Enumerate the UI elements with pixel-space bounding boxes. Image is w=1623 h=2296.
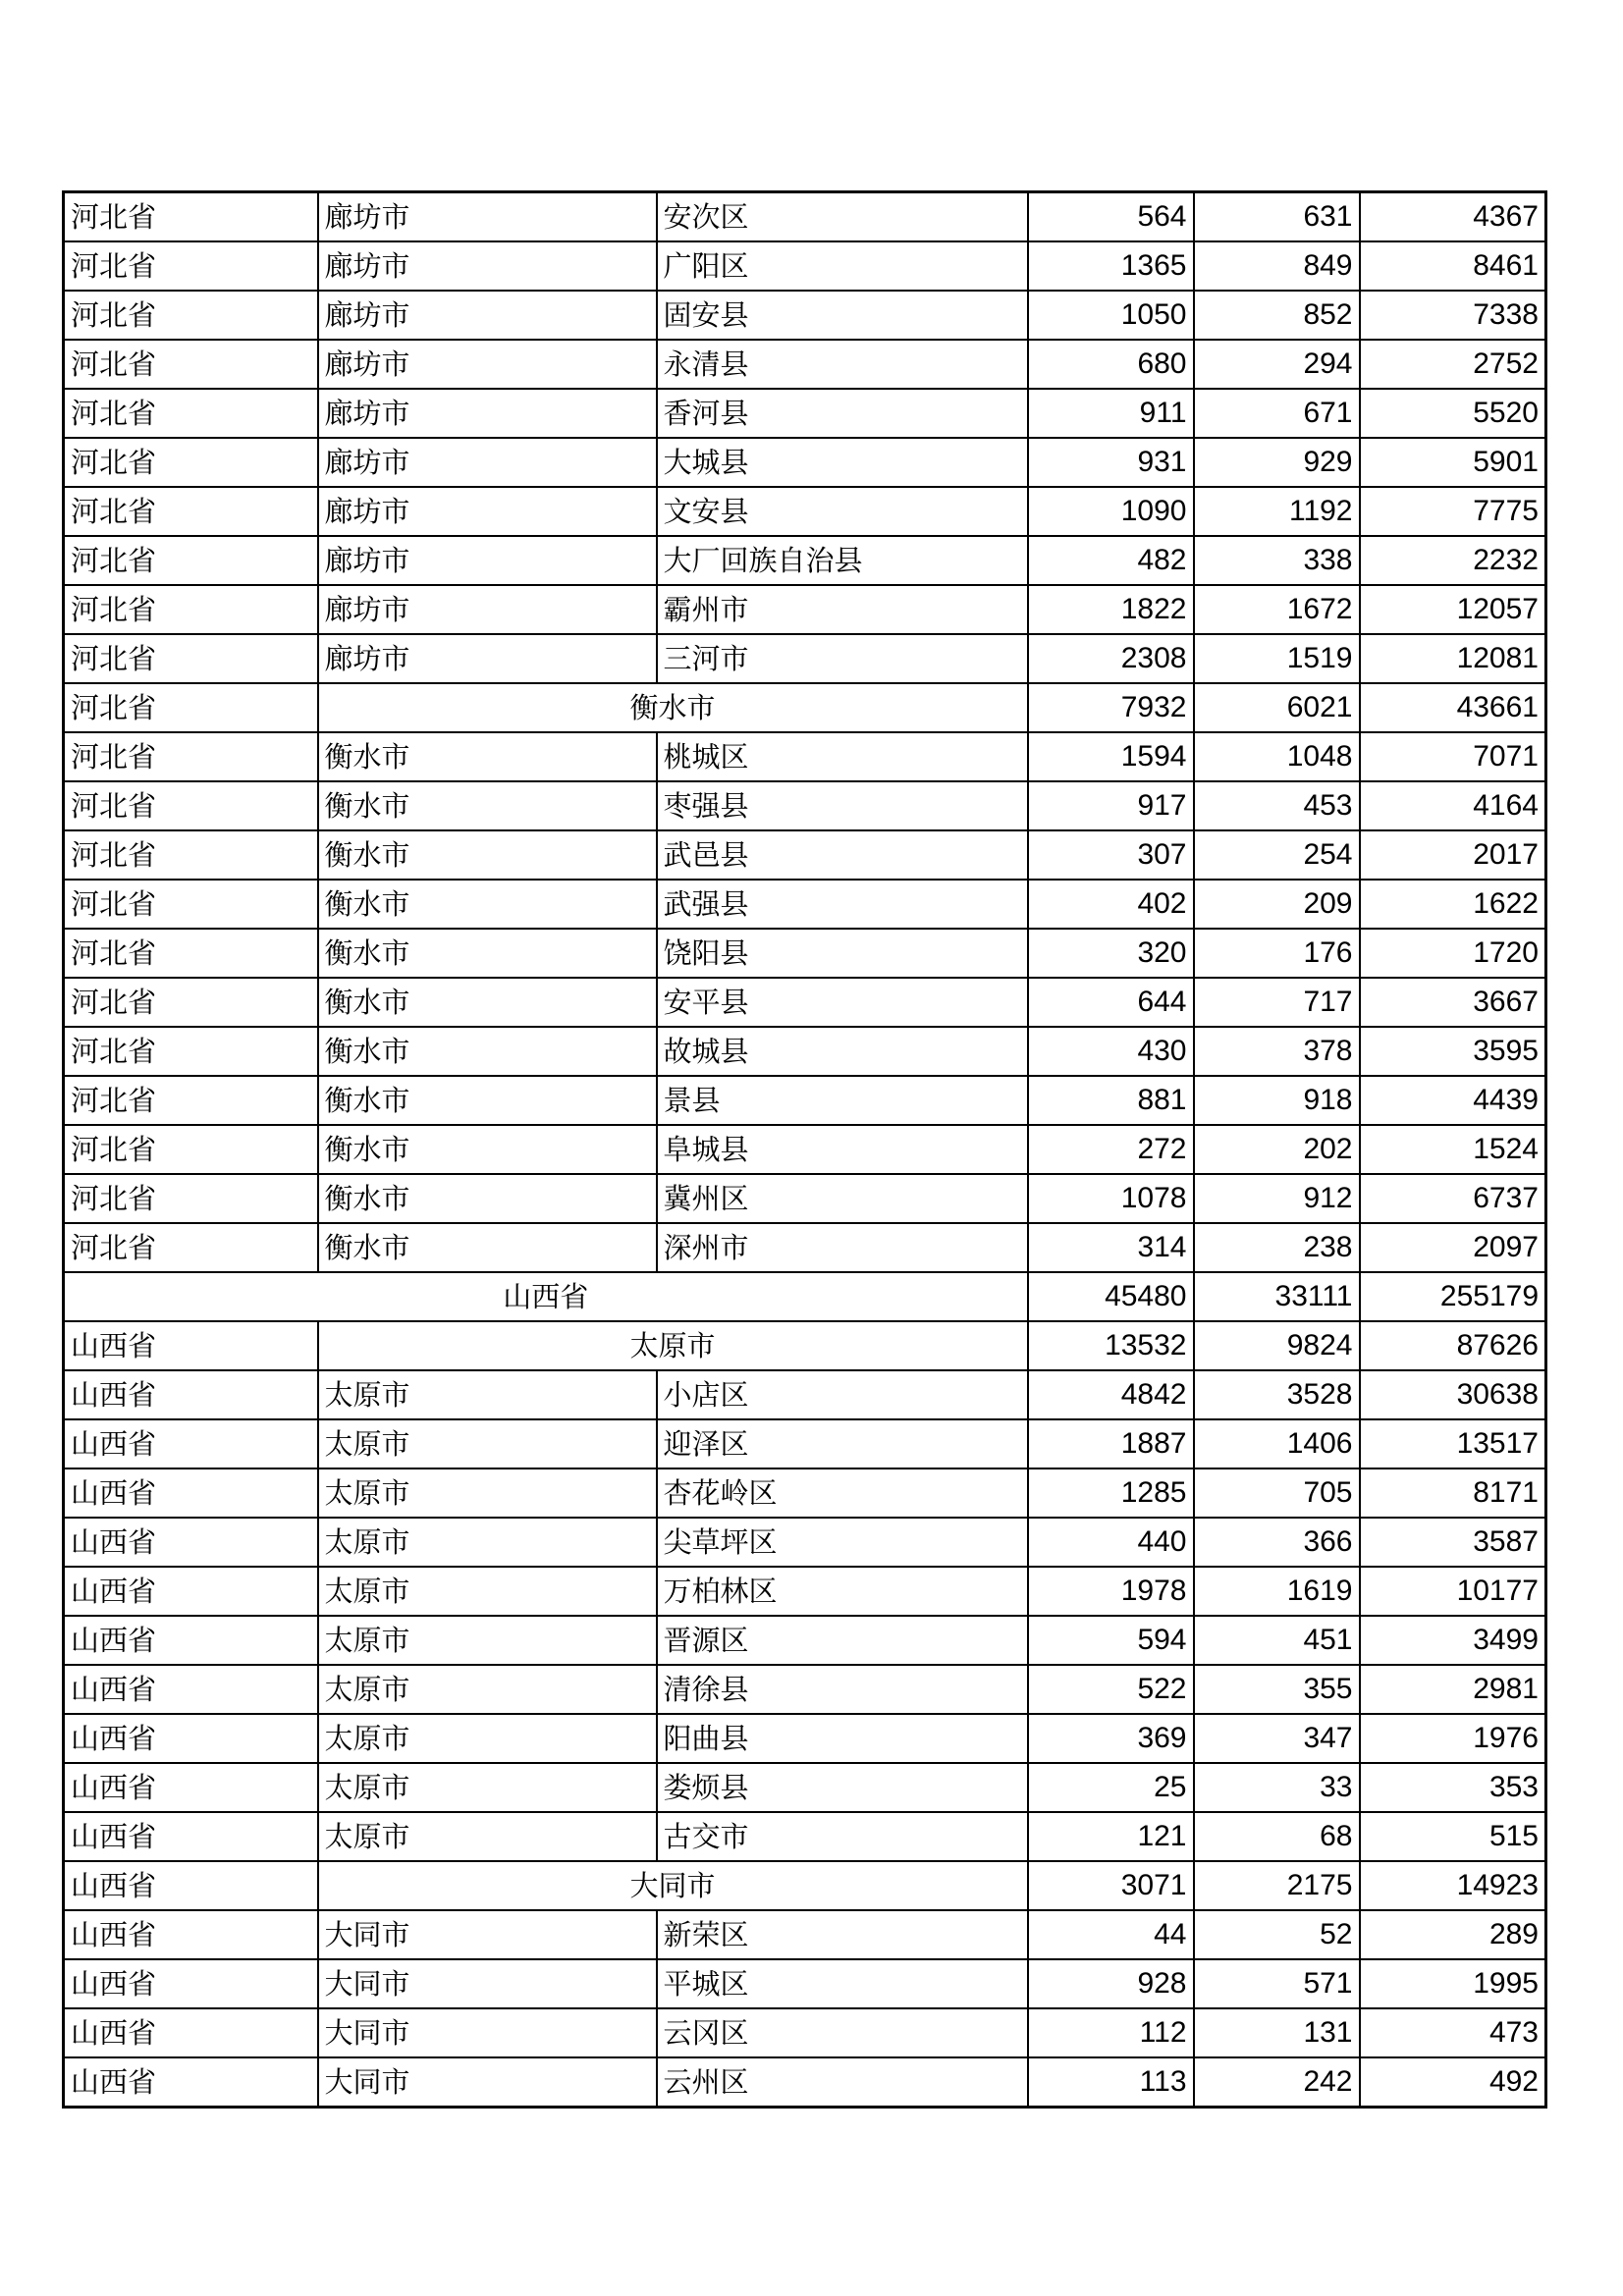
city-cell: 廊坊市 bbox=[318, 438, 657, 487]
table-row bbox=[64, 1910, 1546, 1959]
table-row bbox=[64, 830, 1546, 880]
value-1-cell: 1887 bbox=[1028, 1419, 1194, 1468]
value-3-cell: 289 bbox=[1360, 1910, 1546, 1959]
table-row bbox=[64, 487, 1546, 536]
table-row bbox=[64, 1665, 1546, 1714]
city-total-row bbox=[64, 683, 1546, 732]
value-2-cell: 717 bbox=[1194, 978, 1360, 1027]
county-cell: 古交市 bbox=[657, 1812, 1028, 1861]
county-cell: 故城县 bbox=[657, 1027, 1028, 1076]
province-cell: 河北省 bbox=[64, 585, 318, 634]
table-row bbox=[64, 1567, 1546, 1616]
value-1-cell: 121 bbox=[1028, 1812, 1194, 1861]
value-2-cell: 1406 bbox=[1194, 1419, 1360, 1468]
value-3-cell: 8171 bbox=[1360, 1468, 1546, 1518]
county-cell: 安平县 bbox=[657, 978, 1028, 1027]
table-row bbox=[64, 880, 1546, 929]
table-row bbox=[64, 585, 1546, 634]
city-cell: 太原市 bbox=[318, 1714, 657, 1763]
province-cell: 河北省 bbox=[64, 880, 318, 929]
table-row bbox=[64, 536, 1546, 585]
province-cell: 河北省 bbox=[64, 1076, 318, 1125]
table-row bbox=[64, 1763, 1546, 1812]
value-1-cell: 25 bbox=[1028, 1763, 1194, 1812]
table-row bbox=[64, 389, 1546, 438]
county-cell: 桃城区 bbox=[657, 732, 1028, 781]
value-2-cell: 202 bbox=[1194, 1125, 1360, 1174]
value-1-cell: 911 bbox=[1028, 389, 1194, 438]
city-cell: 太原市 bbox=[318, 1812, 657, 1861]
value-3-cell: 12057 bbox=[1360, 585, 1546, 634]
county-cell: 文安县 bbox=[657, 487, 1028, 536]
value-1-cell: 7932 bbox=[1028, 683, 1194, 732]
province-name-cell: 山西省 bbox=[64, 1272, 1028, 1321]
value-3-cell: 4439 bbox=[1360, 1076, 1546, 1125]
value-2-cell: 33111 bbox=[1194, 1272, 1360, 1321]
province-cell: 河北省 bbox=[64, 634, 318, 683]
province-cell: 山西省 bbox=[64, 1468, 318, 1518]
value-3-cell: 1622 bbox=[1360, 880, 1546, 929]
value-3-cell: 43661 bbox=[1360, 683, 1546, 732]
county-cell: 小店区 bbox=[657, 1370, 1028, 1419]
city-cell: 大同市 bbox=[318, 2057, 657, 2108]
province-cell: 河北省 bbox=[64, 389, 318, 438]
value-2-cell: 347 bbox=[1194, 1714, 1360, 1763]
county-cell: 深州市 bbox=[657, 1223, 1028, 1272]
value-3-cell: 3595 bbox=[1360, 1027, 1546, 1076]
city-cell: 衡水市 bbox=[318, 781, 657, 830]
value-3-cell: 255179 bbox=[1360, 1272, 1546, 1321]
county-cell: 云州区 bbox=[657, 2057, 1028, 2108]
city-cell: 太原市 bbox=[318, 1468, 657, 1518]
value-1-cell: 680 bbox=[1028, 340, 1194, 389]
value-2-cell: 9824 bbox=[1194, 1321, 1360, 1370]
county-cell: 饶阳县 bbox=[657, 929, 1028, 978]
table-row bbox=[64, 1468, 1546, 1518]
city-cell: 大同市 bbox=[318, 2008, 657, 2057]
city-cell: 太原市 bbox=[318, 1370, 657, 1419]
city-name-cell: 衡水市 bbox=[318, 683, 1028, 732]
value-1-cell: 440 bbox=[1028, 1518, 1194, 1567]
city-total-row bbox=[64, 1321, 1546, 1370]
table-row bbox=[64, 1370, 1546, 1419]
county-cell: 固安县 bbox=[657, 291, 1028, 340]
county-cell: 枣强县 bbox=[657, 781, 1028, 830]
table-row bbox=[64, 732, 1546, 781]
city-cell: 衡水市 bbox=[318, 1027, 657, 1076]
value-3-cell: 1995 bbox=[1360, 1959, 1546, 2008]
county-cell: 冀州区 bbox=[657, 1174, 1028, 1223]
county-cell: 大厂回族自治县 bbox=[657, 536, 1028, 585]
value-1-cell: 2308 bbox=[1028, 634, 1194, 683]
city-cell: 衡水市 bbox=[318, 1174, 657, 1223]
county-cell: 杏花岭区 bbox=[657, 1468, 1028, 1518]
city-cell: 廊坊市 bbox=[318, 340, 657, 389]
province-cell: 河北省 bbox=[64, 291, 318, 340]
value-2-cell: 1672 bbox=[1194, 585, 1360, 634]
province-cell: 山西省 bbox=[64, 1714, 318, 1763]
province-cell: 河北省 bbox=[64, 1027, 318, 1076]
value-2-cell: 378 bbox=[1194, 1027, 1360, 1076]
county-cell: 阜城县 bbox=[657, 1125, 1028, 1174]
value-1-cell: 45480 bbox=[1028, 1272, 1194, 1321]
city-cell: 衡水市 bbox=[318, 830, 657, 880]
table-row bbox=[64, 1223, 1546, 1272]
city-cell: 衡水市 bbox=[318, 978, 657, 1027]
value-1-cell: 881 bbox=[1028, 1076, 1194, 1125]
city-cell: 廊坊市 bbox=[318, 192, 657, 242]
table-row bbox=[64, 929, 1546, 978]
value-1-cell: 4842 bbox=[1028, 1370, 1194, 1419]
value-3-cell: 12081 bbox=[1360, 634, 1546, 683]
province-cell: 河北省 bbox=[64, 340, 318, 389]
city-cell: 廊坊市 bbox=[318, 389, 657, 438]
value-2-cell: 254 bbox=[1194, 830, 1360, 880]
value-2-cell: 912 bbox=[1194, 1174, 1360, 1223]
value-2-cell: 33 bbox=[1194, 1763, 1360, 1812]
table-row bbox=[64, 438, 1546, 487]
value-1-cell: 402 bbox=[1028, 880, 1194, 929]
value-3-cell: 353 bbox=[1360, 1763, 1546, 1812]
province-cell: 山西省 bbox=[64, 1370, 318, 1419]
county-cell: 大城县 bbox=[657, 438, 1028, 487]
value-1-cell: 112 bbox=[1028, 2008, 1194, 2057]
county-cell: 香河县 bbox=[657, 389, 1028, 438]
value-2-cell: 849 bbox=[1194, 241, 1360, 291]
province-cell: 河北省 bbox=[64, 929, 318, 978]
value-1-cell: 594 bbox=[1028, 1616, 1194, 1665]
county-cell: 平城区 bbox=[657, 1959, 1028, 2008]
value-2-cell: 918 bbox=[1194, 1076, 1360, 1125]
value-3-cell: 7775 bbox=[1360, 487, 1546, 536]
county-cell: 迎泽区 bbox=[657, 1419, 1028, 1468]
value-1-cell: 1978 bbox=[1028, 1567, 1194, 1616]
city-cell: 衡水市 bbox=[318, 929, 657, 978]
table-row bbox=[64, 192, 1546, 242]
value-1-cell: 1594 bbox=[1028, 732, 1194, 781]
county-cell: 安次区 bbox=[657, 192, 1028, 242]
value-2-cell: 1619 bbox=[1194, 1567, 1360, 1616]
county-cell: 云冈区 bbox=[657, 2008, 1028, 2057]
county-cell: 永清县 bbox=[657, 340, 1028, 389]
province-cell: 山西省 bbox=[64, 1812, 318, 1861]
table-row bbox=[64, 978, 1546, 1027]
value-3-cell: 1524 bbox=[1360, 1125, 1546, 1174]
province-cell: 山西省 bbox=[64, 1910, 318, 1959]
province-cell: 山西省 bbox=[64, 1861, 318, 1910]
province-cell: 山西省 bbox=[64, 1763, 318, 1812]
province-cell: 山西省 bbox=[64, 1321, 318, 1370]
value-2-cell: 2175 bbox=[1194, 1861, 1360, 1910]
value-3-cell: 7071 bbox=[1360, 732, 1546, 781]
city-cell: 大同市 bbox=[318, 1910, 657, 1959]
table-row bbox=[64, 1419, 1546, 1468]
value-3-cell: 2981 bbox=[1360, 1665, 1546, 1714]
value-2-cell: 929 bbox=[1194, 438, 1360, 487]
value-2-cell: 355 bbox=[1194, 1665, 1360, 1714]
value-3-cell: 3667 bbox=[1360, 978, 1546, 1027]
value-1-cell: 482 bbox=[1028, 536, 1194, 585]
county-cell: 景县 bbox=[657, 1076, 1028, 1125]
province-cell: 山西省 bbox=[64, 1419, 318, 1468]
value-2-cell: 571 bbox=[1194, 1959, 1360, 2008]
value-2-cell: 294 bbox=[1194, 340, 1360, 389]
value-2-cell: 1192 bbox=[1194, 487, 1360, 536]
province-cell: 山西省 bbox=[64, 1665, 318, 1714]
province-cell: 河北省 bbox=[64, 781, 318, 830]
province-cell: 河北省 bbox=[64, 241, 318, 291]
city-cell: 太原市 bbox=[318, 1567, 657, 1616]
value-3-cell: 6737 bbox=[1360, 1174, 1546, 1223]
province-cell: 河北省 bbox=[64, 192, 318, 242]
value-1-cell: 430 bbox=[1028, 1027, 1194, 1076]
city-cell: 太原市 bbox=[318, 1419, 657, 1468]
city-cell: 太原市 bbox=[318, 1665, 657, 1714]
value-2-cell: 631 bbox=[1194, 192, 1360, 242]
county-cell: 清徐县 bbox=[657, 1665, 1028, 1714]
county-cell: 武强县 bbox=[657, 880, 1028, 929]
city-cell: 廊坊市 bbox=[318, 487, 657, 536]
value-2-cell: 6021 bbox=[1194, 683, 1360, 732]
value-3-cell: 2017 bbox=[1360, 830, 1546, 880]
city-cell: 衡水市 bbox=[318, 1223, 657, 1272]
value-2-cell: 338 bbox=[1194, 536, 1360, 585]
value-3-cell: 13517 bbox=[1360, 1419, 1546, 1468]
value-1-cell: 3071 bbox=[1028, 1861, 1194, 1910]
city-cell: 太原市 bbox=[318, 1616, 657, 1665]
value-3-cell: 3587 bbox=[1360, 1518, 1546, 1567]
table-row bbox=[64, 1959, 1546, 2008]
value-3-cell: 3499 bbox=[1360, 1616, 1546, 1665]
value-1-cell: 522 bbox=[1028, 1665, 1194, 1714]
city-cell: 廊坊市 bbox=[318, 536, 657, 585]
province-cell: 山西省 bbox=[64, 2008, 318, 2057]
value-2-cell: 453 bbox=[1194, 781, 1360, 830]
table-row bbox=[64, 1518, 1546, 1567]
value-1-cell: 320 bbox=[1028, 929, 1194, 978]
value-1-cell: 314 bbox=[1028, 1223, 1194, 1272]
county-cell: 晋源区 bbox=[657, 1616, 1028, 1665]
table-row bbox=[64, 781, 1546, 830]
value-1-cell: 928 bbox=[1028, 1959, 1194, 2008]
value-1-cell: 1822 bbox=[1028, 585, 1194, 634]
county-cell: 万柏林区 bbox=[657, 1567, 1028, 1616]
value-3-cell: 10177 bbox=[1360, 1567, 1546, 1616]
city-cell: 廊坊市 bbox=[318, 585, 657, 634]
value-1-cell: 1365 bbox=[1028, 241, 1194, 291]
province-cell: 河北省 bbox=[64, 683, 318, 732]
province-total-row bbox=[64, 1272, 1546, 1321]
value-1-cell: 1090 bbox=[1028, 487, 1194, 536]
value-2-cell: 68 bbox=[1194, 1812, 1360, 1861]
value-2-cell: 852 bbox=[1194, 291, 1360, 340]
city-cell: 衡水市 bbox=[318, 1076, 657, 1125]
table-row bbox=[64, 1125, 1546, 1174]
value-3-cell: 7338 bbox=[1360, 291, 1546, 340]
value-3-cell: 2232 bbox=[1360, 536, 1546, 585]
province-cell: 河北省 bbox=[64, 536, 318, 585]
city-total-row bbox=[64, 1861, 1546, 1910]
value-3-cell: 1976 bbox=[1360, 1714, 1546, 1763]
city-cell: 廊坊市 bbox=[318, 291, 657, 340]
city-cell: 廊坊市 bbox=[318, 634, 657, 683]
city-cell: 衡水市 bbox=[318, 1125, 657, 1174]
table-row bbox=[64, 340, 1546, 389]
value-2-cell: 1519 bbox=[1194, 634, 1360, 683]
value-1-cell: 44 bbox=[1028, 1910, 1194, 1959]
table-row bbox=[64, 1174, 1546, 1223]
value-3-cell: 30638 bbox=[1360, 1370, 1546, 1419]
table-row bbox=[64, 1714, 1546, 1763]
city-cell: 廊坊市 bbox=[318, 241, 657, 291]
table-row bbox=[64, 1027, 1546, 1076]
province-cell: 河北省 bbox=[64, 487, 318, 536]
value-1-cell: 564 bbox=[1028, 192, 1194, 242]
value-3-cell: 1720 bbox=[1360, 929, 1546, 978]
value-2-cell: 131 bbox=[1194, 2008, 1360, 2057]
province-cell: 山西省 bbox=[64, 1616, 318, 1665]
province-cell: 河北省 bbox=[64, 732, 318, 781]
province-cell: 河北省 bbox=[64, 438, 318, 487]
city-cell: 太原市 bbox=[318, 1763, 657, 1812]
county-cell: 新荣区 bbox=[657, 1910, 1028, 1959]
value-2-cell: 176 bbox=[1194, 929, 1360, 978]
value-2-cell: 451 bbox=[1194, 1616, 1360, 1665]
value-2-cell: 209 bbox=[1194, 880, 1360, 929]
table-row bbox=[64, 1616, 1546, 1665]
city-name-cell: 大同市 bbox=[318, 1861, 1028, 1910]
county-cell: 三河市 bbox=[657, 634, 1028, 683]
province-cell: 河北省 bbox=[64, 1174, 318, 1223]
province-cell: 河北省 bbox=[64, 1125, 318, 1174]
province-cell: 山西省 bbox=[64, 2057, 318, 2108]
value-1-cell: 13532 bbox=[1028, 1321, 1194, 1370]
city-cell: 衡水市 bbox=[318, 732, 657, 781]
table-row bbox=[64, 2057, 1546, 2108]
province-cell: 河北省 bbox=[64, 1223, 318, 1272]
table-row bbox=[64, 2008, 1546, 2057]
city-cell: 大同市 bbox=[318, 1959, 657, 2008]
city-cell: 衡水市 bbox=[318, 880, 657, 929]
table-row bbox=[64, 291, 1546, 340]
value-1-cell: 369 bbox=[1028, 1714, 1194, 1763]
value-3-cell: 492 bbox=[1360, 2057, 1546, 2108]
value-1-cell: 1285 bbox=[1028, 1468, 1194, 1518]
value-3-cell: 2097 bbox=[1360, 1223, 1546, 1272]
province-cell: 山西省 bbox=[64, 1518, 318, 1567]
value-3-cell: 5901 bbox=[1360, 438, 1546, 487]
value-2-cell: 238 bbox=[1194, 1223, 1360, 1272]
value-2-cell: 705 bbox=[1194, 1468, 1360, 1518]
province-cell: 河北省 bbox=[64, 830, 318, 880]
value-3-cell: 473 bbox=[1360, 2008, 1546, 2057]
province-cell: 河北省 bbox=[64, 978, 318, 1027]
county-cell: 娄烦县 bbox=[657, 1763, 1028, 1812]
table-row bbox=[64, 241, 1546, 291]
value-1-cell: 113 bbox=[1028, 2057, 1194, 2108]
value-3-cell: 4164 bbox=[1360, 781, 1546, 830]
value-2-cell: 671 bbox=[1194, 389, 1360, 438]
value-3-cell: 4367 bbox=[1360, 192, 1546, 242]
city-name-cell: 太原市 bbox=[318, 1321, 1028, 1370]
value-2-cell: 1048 bbox=[1194, 732, 1360, 781]
value-1-cell: 272 bbox=[1028, 1125, 1194, 1174]
value-1-cell: 1078 bbox=[1028, 1174, 1194, 1223]
value-3-cell: 2752 bbox=[1360, 340, 1546, 389]
value-2-cell: 3528 bbox=[1194, 1370, 1360, 1419]
value-2-cell: 52 bbox=[1194, 1910, 1360, 1959]
value-3-cell: 87626 bbox=[1360, 1321, 1546, 1370]
value-2-cell: 366 bbox=[1194, 1518, 1360, 1567]
value-1-cell: 917 bbox=[1028, 781, 1194, 830]
statistics-table bbox=[62, 190, 1547, 2109]
county-cell: 广阳区 bbox=[657, 241, 1028, 291]
value-2-cell: 242 bbox=[1194, 2057, 1360, 2108]
value-1-cell: 1050 bbox=[1028, 291, 1194, 340]
value-1-cell: 931 bbox=[1028, 438, 1194, 487]
county-cell: 尖草坪区 bbox=[657, 1518, 1028, 1567]
county-cell: 阳曲县 bbox=[657, 1714, 1028, 1763]
table-row bbox=[64, 1076, 1546, 1125]
city-cell: 太原市 bbox=[318, 1518, 657, 1567]
table-body bbox=[64, 192, 1546, 2108]
value-3-cell: 8461 bbox=[1360, 241, 1546, 291]
table-row bbox=[64, 1812, 1546, 1861]
county-cell: 武邑县 bbox=[657, 830, 1028, 880]
value-3-cell: 515 bbox=[1360, 1812, 1546, 1861]
county-cell: 霸州市 bbox=[657, 585, 1028, 634]
value-1-cell: 644 bbox=[1028, 978, 1194, 1027]
value-3-cell: 5520 bbox=[1360, 389, 1546, 438]
table-row bbox=[64, 634, 1546, 683]
value-1-cell: 307 bbox=[1028, 830, 1194, 880]
value-3-cell: 14923 bbox=[1360, 1861, 1546, 1910]
province-cell: 山西省 bbox=[64, 1567, 318, 1616]
province-cell: 山西省 bbox=[64, 1959, 318, 2008]
